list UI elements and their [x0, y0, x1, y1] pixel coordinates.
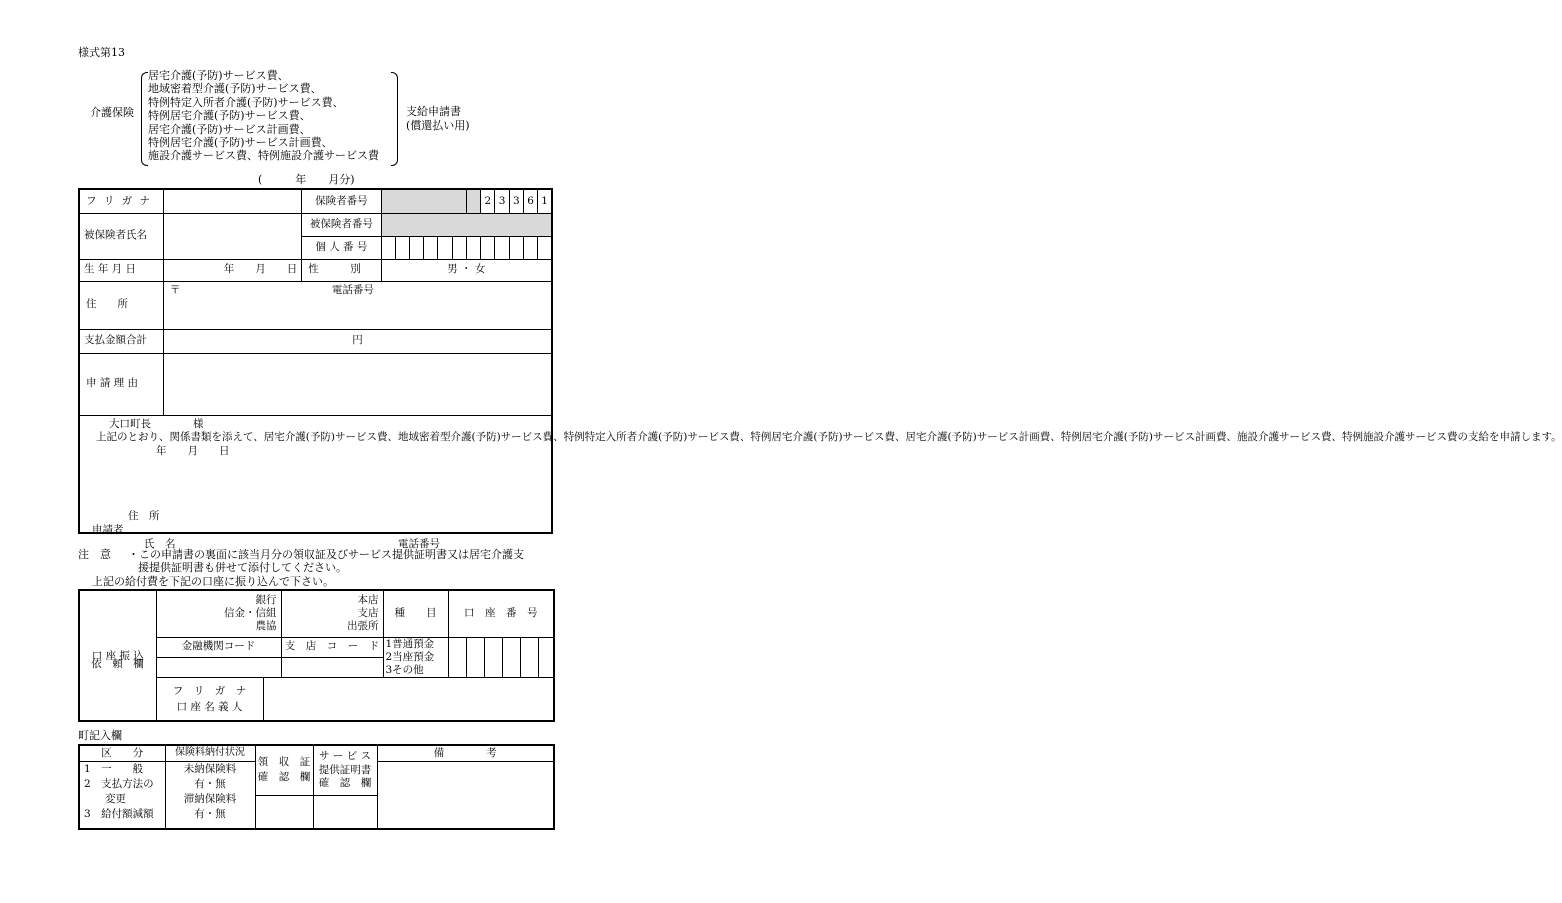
- birth-label: 生 年 月 日: [79, 259, 163, 281]
- address-label: 住 所: [79, 281, 163, 329]
- personal-no-label: 個 人 番 号: [302, 236, 381, 259]
- transfer-intro: 上記の給付費を下記の口座に振り込んで下さい。: [92, 575, 334, 588]
- insurer-digit: 6: [523, 189, 537, 213]
- main-table: [78, 188, 1562, 550]
- account-digit-box[interactable]: [538, 637, 554, 677]
- premium-line: 有・無: [194, 777, 226, 790]
- form-subtitle: (償還払い用): [406, 119, 470, 132]
- personal-no-box[interactable]: [481, 236, 495, 259]
- branch-code-label: 支 店 コ ー ド: [281, 637, 383, 657]
- personal-no-box[interactable]: [410, 236, 424, 259]
- sex-label: 性 別: [302, 259, 381, 281]
- left-brace: [141, 72, 148, 166]
- service-check-field[interactable]: [313, 795, 377, 829]
- note-line: 援提供証明書も併せて添付してください。: [138, 561, 347, 574]
- personal-no-box[interactable]: [495, 236, 509, 259]
- account-kind-options[interactable]: [383, 637, 448, 677]
- declaration-block: [79, 415, 1562, 550]
- insurer-digit: 2: [481, 189, 495, 213]
- personal-no-box[interactable]: [452, 236, 466, 259]
- note-label: 注 意: [78, 548, 111, 561]
- col-receipt: 領 収 証 確 認 欄: [255, 745, 313, 795]
- statement: 上記のとおり、関係書類を添えて、居宅介護(予防)サービス費、地域密着型介護(予防)サービス費、特例特定入所者介護(予防)サービス費、特例居宅介護(予防)サービス費、居宅介護(予防)サービス計画費、特例居宅介護(予防)サービス計画費、施設介護サービス費、特例施設介護サービス費の支給を申請します。: [96, 431, 1562, 443]
- kind-current: 2当座預金: [385, 650, 435, 663]
- category-option: 2 支払方法の: [84, 777, 154, 790]
- insured-no-field[interactable]: [381, 213, 552, 236]
- branch-branch: 支店: [357, 607, 379, 620]
- bank-code-field[interactable]: [156, 657, 281, 677]
- insured-name-field[interactable]: [163, 213, 301, 259]
- service-line: 特例居宅介護(予防)サービス計画費、: [148, 136, 333, 150]
- bank-code-label: 金融機関コード: [156, 637, 281, 657]
- col-remarks: 備 考: [377, 745, 554, 761]
- col-premium: 保険料納付状況: [165, 745, 255, 761]
- personal-no-box[interactable]: [467, 236, 481, 259]
- premium-line: 滞納保険料: [183, 792, 237, 805]
- personal-no-box[interactable]: [509, 236, 523, 259]
- service-line: 地域密着型介護(予防)サービス費、: [148, 82, 322, 96]
- account-digit-box[interactable]: [502, 637, 520, 677]
- account-number-label: 口 座 番 号: [448, 590, 554, 637]
- address-field[interactable]: [163, 281, 552, 329]
- personal-no-box[interactable]: [438, 236, 452, 259]
- insured-no-label: 被保険者番号: [302, 213, 381, 236]
- branch-main: 本店: [357, 594, 379, 607]
- kind-ordinary: 1普通預金: [385, 637, 435, 650]
- premium-line: 有・無: [194, 807, 226, 820]
- remarks-field[interactable]: [377, 761, 554, 829]
- account-kind-label: 種 目: [383, 590, 448, 637]
- service-line: 居宅介護(予防)サービス計画費、: [148, 122, 311, 136]
- category-option: 変更: [84, 792, 126, 805]
- category-cell[interactable]: [79, 761, 165, 829]
- holder-labels: [156, 677, 263, 721]
- account-digit-box[interactable]: [520, 637, 538, 677]
- category-option: 3 給付額減額: [84, 807, 154, 820]
- town-table: [78, 744, 555, 830]
- institution-bank: 銀行: [255, 594, 277, 607]
- holder-name-label: 口 座 名 義 人: [176, 700, 243, 713]
- payment-total-label: 支払金額合計: [79, 329, 163, 353]
- holder-field[interactable]: [263, 677, 554, 721]
- note-line: ・この申請書の裏面に該当月分の領収証及びサービス提供証明書又は居宅介護支: [128, 548, 524, 561]
- birth-date-field[interactable]: 年 月 日: [163, 259, 301, 281]
- furigana-label: フ リ ガ ナ: [79, 189, 163, 213]
- sex-choice[interactable]: 男 ・ 女: [381, 259, 552, 281]
- postal-mark: 〒: [169, 283, 181, 296]
- insurer-digit: 3: [509, 189, 523, 213]
- payment-total-field[interactable]: [163, 329, 552, 353]
- yen-unit: 円: [352, 334, 363, 347]
- personal-no-box[interactable]: [381, 236, 395, 259]
- service-list: [148, 69, 379, 163]
- account-digit-box[interactable]: [466, 637, 484, 677]
- applicant-address-label: 住 所: [128, 509, 160, 522]
- phone-label: 電話番号: [331, 283, 374, 296]
- reason-field[interactable]: [163, 353, 552, 415]
- insurer-digit: 3: [495, 189, 509, 213]
- branch-office: 出張所: [347, 620, 379, 633]
- personal-no-box[interactable]: [523, 236, 537, 259]
- service-line: 施設介護サービス費、特例施設介護サービス費: [148, 149, 379, 163]
- service-line: 特例特定入所者介護(予防)サービス費、: [148, 95, 344, 109]
- account-digit-box[interactable]: [448, 637, 466, 677]
- insurer-digit: 1: [538, 189, 552, 213]
- premium-line: 未納保険料: [183, 762, 237, 775]
- institution-types[interactable]: [156, 590, 281, 637]
- applicant-label: 申請者: [92, 523, 124, 536]
- category-option: 1 一 般: [84, 762, 144, 775]
- applicant-phone-label: 電話番号: [398, 537, 440, 550]
- insurer-no-label: 保険者番号: [302, 189, 381, 213]
- insurer-digit: [467, 189, 481, 213]
- institution-shinkin: 信金・信組: [224, 607, 277, 620]
- kind-other: 3その他: [385, 663, 424, 676]
- service-line: 特例居宅介護(予防)サービス費、: [148, 109, 311, 123]
- reason-label: 申 請 理 由: [79, 353, 163, 415]
- town-section-title: 町記入欄: [78, 729, 122, 742]
- personal-no-box[interactable]: [395, 236, 409, 259]
- application-date: 年 月 日: [156, 444, 230, 457]
- addressee: 大口町長 様: [109, 417, 204, 430]
- holder-furigana-label: フ リ ガ ナ: [172, 684, 247, 697]
- institution-nokyo: 農協: [255, 620, 277, 633]
- branch-code-field[interactable]: [281, 657, 383, 677]
- personal-no-box[interactable]: [424, 236, 438, 259]
- right-brace: [391, 72, 398, 166]
- col-category: 区 分: [79, 745, 165, 761]
- service-line: 居宅介護(予防)サービス費、: [148, 69, 289, 82]
- bank-row-label-line: 口 座 振 込: [91, 649, 144, 662]
- insured-name-label: 被保険者氏名: [79, 213, 163, 259]
- period: ( 年 月分): [258, 173, 355, 186]
- furigana-field[interactable]: [163, 189, 301, 213]
- premium-cell[interactable]: [165, 761, 255, 829]
- insurer-no-shaded: [381, 189, 466, 213]
- bank-row-label-line2: 依 頼 欄: [91, 658, 144, 670]
- form-title: 支給申請書: [406, 105, 461, 118]
- personal-no-box[interactable]: [538, 236, 552, 259]
- applicant-name-label: 氏 名: [144, 537, 176, 550]
- insurance-label: 介護保険: [90, 106, 134, 119]
- col-service: サ ー ビ ス 提供証明書 確 認 欄: [313, 745, 377, 795]
- receipt-check-field[interactable]: [255, 795, 313, 829]
- account-digit-box[interactable]: [484, 637, 502, 677]
- branch-types[interactable]: [281, 590, 383, 637]
- form-number: 様式第13: [78, 46, 125, 59]
